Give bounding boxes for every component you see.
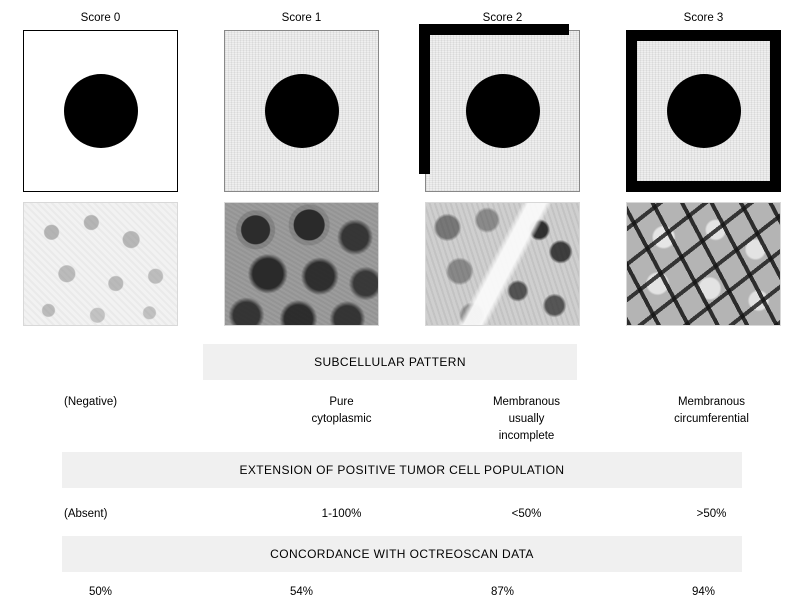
micrograph-score-3 — [626, 202, 781, 326]
cell-body-score-2 — [425, 30, 580, 192]
pattern-value-score-3: Membranous circumferential — [674, 396, 749, 425]
membrane-band-top-icon — [419, 24, 569, 35]
micrograph-score-0 — [23, 202, 178, 326]
micrograph-score-2 — [425, 202, 580, 326]
nucleus-icon — [466, 74, 540, 148]
column-header-score-3: Score 3 — [683, 12, 724, 24]
section-header-subcellular-pattern: SUBCELLULAR PATTERN — [203, 344, 577, 380]
micrograph-cell-score-2 — [402, 202, 603, 328]
section-header-extension: EXTENSION OF POSITIVE TUMOR CELL POPULATION — [62, 452, 742, 488]
membrane-band-left-icon — [419, 24, 430, 174]
micrograph-cell-score-3 — [603, 202, 804, 328]
cell-body-score-3 — [626, 30, 781, 192]
cell-body-score-1 — [224, 30, 379, 192]
pattern-value-score-1: Pure cytoplasmic — [311, 396, 372, 425]
concordance-value-score-0: 50% — [88, 586, 113, 598]
extension-value-score-3: >50% — [696, 508, 727, 520]
pattern-value-score-0: (Negative) — [64, 396, 118, 408]
schematic-cell-score-3 — [603, 30, 804, 196]
micrograph-cell-score-1 — [201, 202, 402, 328]
cell-body-score-0 — [23, 30, 178, 192]
schematic-diagram-score-0 — [23, 30, 178, 192]
nucleus-icon — [265, 74, 339, 148]
extension-value-score-2: <50% — [511, 508, 542, 520]
concordance-value-score-2: 87% — [490, 586, 515, 598]
concordance-value-score-3: 94% — [691, 586, 716, 598]
micrograph-row — [0, 202, 804, 328]
extension-values — [0, 506, 804, 523]
micrograph-score-1 — [224, 202, 379, 326]
column-header-score-1: Score 1 — [281, 12, 322, 24]
schematic-diagram-score-3 — [626, 30, 781, 192]
concordance-values — [0, 584, 804, 601]
schematic-cell-score-2 — [402, 30, 603, 196]
section-header-concordance: CONCORDANCE WITH OCTREOSCAN DATA — [62, 536, 742, 572]
schematic-diagram-score-2 — [425, 30, 580, 192]
concordance-value-score-1: 54% — [289, 586, 314, 598]
nucleus-icon — [667, 74, 741, 148]
extension-value-score-0: (Absent) — [64, 508, 108, 520]
nucleus-icon — [64, 74, 138, 148]
schematic-cell-score-1 — [201, 30, 402, 196]
schematic-row — [0, 30, 804, 196]
pattern-value-score-2: Membranous usually incomplete — [492, 396, 561, 442]
column-headers — [0, 12, 804, 24]
schematic-diagram-score-1 — [224, 30, 379, 192]
micrograph-cell-score-0 — [0, 202, 201, 328]
subcellular-pattern-values — [0, 394, 804, 445]
schematic-cell-score-0 — [0, 30, 201, 196]
column-header-score-0: Score 0 — [80, 12, 121, 24]
column-header-score-2: Score 2 — [482, 12, 523, 24]
extension-value-score-1: 1-100% — [321, 508, 362, 520]
